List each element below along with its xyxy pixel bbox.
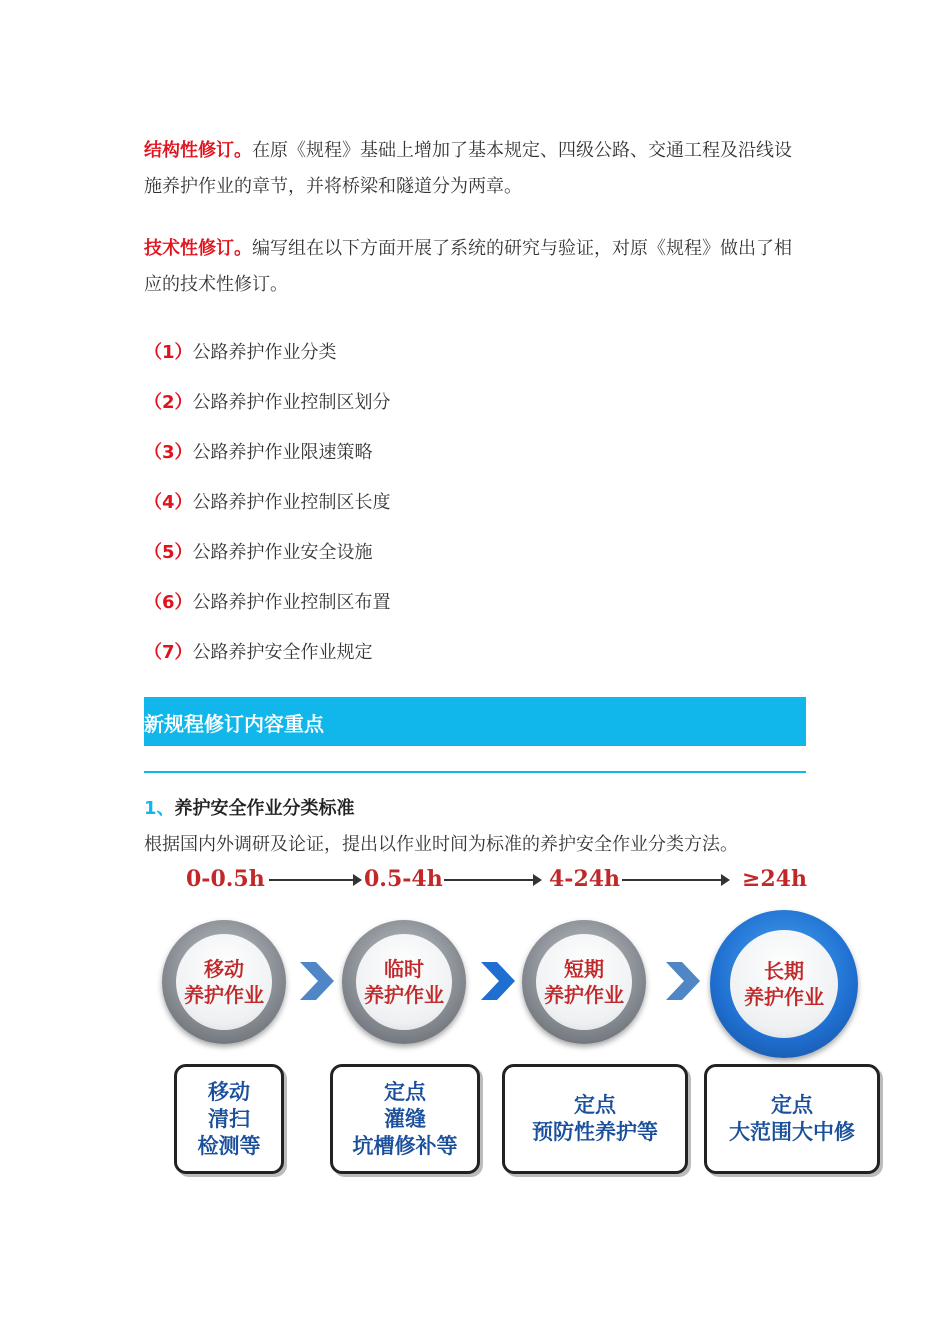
category-label: 移动 养护作业 bbox=[184, 957, 264, 1007]
subsection-heading bbox=[144, 794, 355, 820]
chevron-right-icon bbox=[300, 962, 334, 1000]
list-item bbox=[144, 338, 337, 364]
subsection-title: 养护安全作业分类标准 bbox=[174, 798, 355, 819]
chevron-right-icon bbox=[481, 962, 515, 1000]
time-label: ≥24h bbox=[742, 866, 808, 892]
list-text: 公路养护作业分类 bbox=[192, 342, 337, 363]
list-item bbox=[144, 488, 391, 514]
technical-revision-text-1: 编写组在以下方面开展了系统的研究与验证，对原《规程》做出了相 bbox=[252, 238, 792, 259]
section-divider bbox=[144, 771, 806, 773]
example-text: 定点 预防性养护等 bbox=[532, 1093, 658, 1144]
list-text: 公路养护作业控制区布置 bbox=[192, 592, 391, 613]
list-number: （6） bbox=[144, 592, 193, 613]
list-item bbox=[144, 538, 373, 564]
example-text: 定点 大范围大中修 bbox=[729, 1093, 855, 1144]
structural-revision-text-2: 施养护作业的章节，并将桥梁和隧道分为两章。 bbox=[144, 176, 522, 197]
time-label: 0.5-4h bbox=[364, 866, 443, 892]
list-text: 公路养护作业安全设施 bbox=[192, 542, 373, 563]
category-ring-highlight bbox=[710, 910, 858, 1058]
list-number: （5） bbox=[144, 542, 193, 563]
structural-revision-lead: 结构性修订。 bbox=[144, 140, 252, 161]
technical-revision-lead: 技术性修订。 bbox=[144, 238, 252, 259]
classification-figure bbox=[144, 858, 884, 1188]
arrow-right-icon bbox=[444, 879, 534, 881]
list-number: （1） bbox=[144, 342, 193, 363]
arrow-right-icon bbox=[622, 879, 722, 881]
list-item bbox=[144, 388, 391, 414]
subsection-number: 1、 bbox=[144, 798, 175, 819]
arrow-right-icon bbox=[269, 879, 354, 881]
category-label: 临时 养护作业 bbox=[364, 957, 444, 1007]
list-number: （2） bbox=[144, 392, 193, 413]
technical-revision-text-2: 应的技术性修订。 bbox=[144, 274, 288, 295]
category-label: 长期 养护作业 bbox=[744, 959, 824, 1009]
example-text: 移动 清扫 检测等 bbox=[197, 1079, 261, 1158]
list-text: 公路养护作业控制区划分 bbox=[192, 392, 391, 413]
list-text: 公路养护安全作业规定 bbox=[192, 642, 373, 663]
example-box bbox=[704, 1064, 880, 1174]
example-box bbox=[330, 1064, 480, 1174]
technical-revision-paragraph bbox=[144, 231, 808, 303]
list-number: （3） bbox=[144, 442, 193, 463]
example-text: 定点 灌缝 坑槽修补等 bbox=[352, 1079, 458, 1158]
list-number: （7） bbox=[144, 642, 193, 663]
section-banner bbox=[144, 697, 806, 746]
chevron-right-icon bbox=[666, 962, 700, 1000]
category-label: 短期 养护作业 bbox=[544, 957, 624, 1007]
time-label: 0-0.5h bbox=[186, 866, 265, 892]
list-item bbox=[144, 588, 391, 614]
list-item bbox=[144, 638, 373, 664]
time-label: 4-24h bbox=[549, 866, 621, 892]
subsection-body: 根据国内外调研及论证，提出以作业时间为标准的养护安全作业分类方法。 bbox=[144, 834, 738, 855]
category-ring bbox=[342, 920, 466, 1044]
category-ring bbox=[522, 920, 646, 1044]
example-box bbox=[502, 1064, 688, 1174]
list-number: （4） bbox=[144, 492, 193, 513]
example-box bbox=[174, 1064, 284, 1174]
structural-revision-text-1: 在原《规程》基础上增加了基本规定、四级公路、交通工程及沿线设 bbox=[252, 140, 792, 161]
structural-revision-paragraph bbox=[144, 133, 808, 205]
list-text: 公路养护作业限速策略 bbox=[192, 442, 373, 463]
category-ring bbox=[162, 920, 286, 1044]
list-text: 公路养护作业控制区长度 bbox=[192, 492, 391, 513]
section-banner-title: 新规程修订内容重点 bbox=[144, 712, 324, 736]
list-item bbox=[144, 438, 373, 464]
